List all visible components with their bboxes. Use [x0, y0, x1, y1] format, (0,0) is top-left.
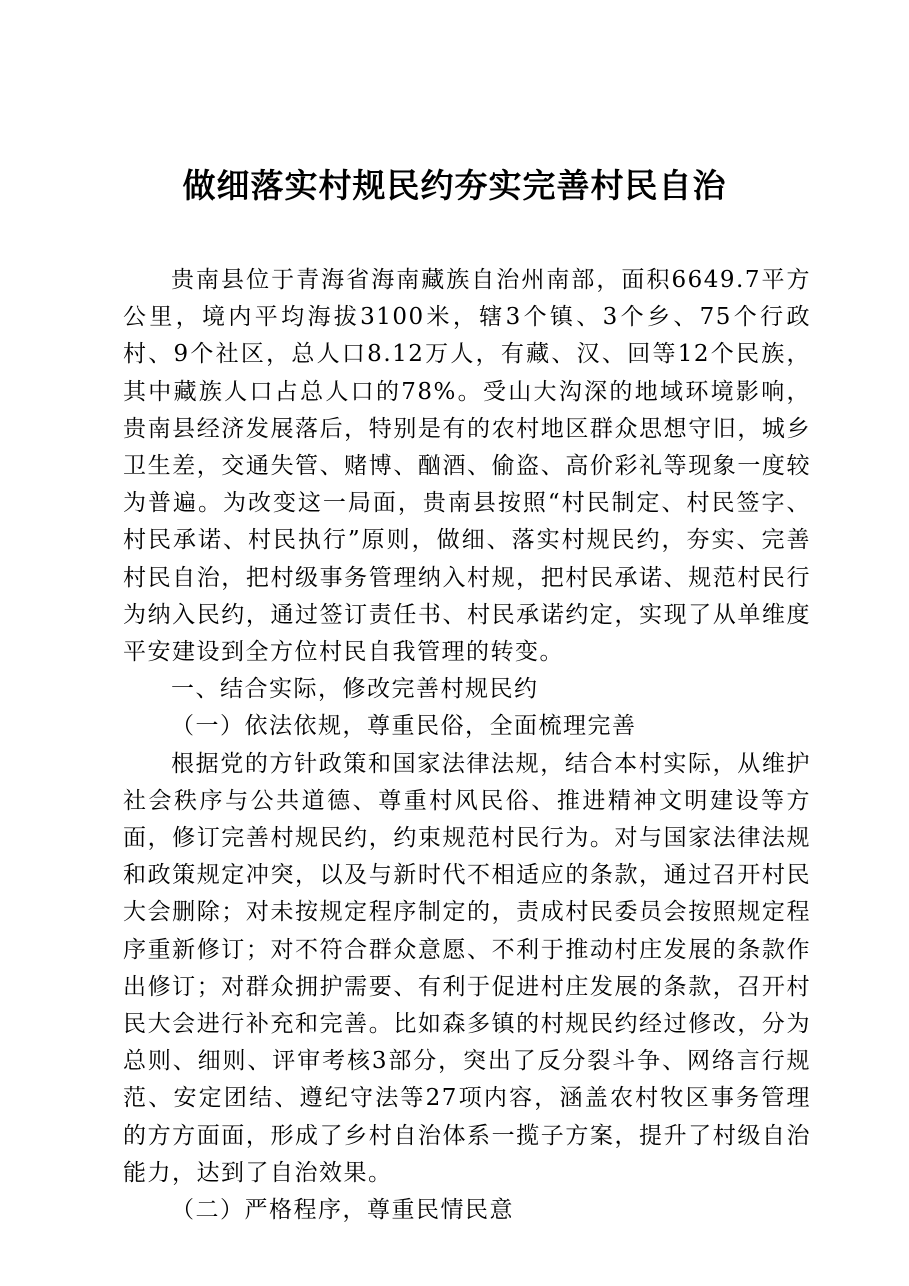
section-heading-1: 一、结合实际，修改完善村规民约 — [171, 676, 539, 703]
document-body — [123, 262, 811, 1229]
document-title: 做细落实村规民约夯实完善村民自治 — [182, 166, 727, 205]
body-paragraph-2: 根据党的方针政策和国家法律法规，结合本村实际，从维护社会秩序与公共道德、尊重村风民俗、推进精神文明建设等方面，修订完善村规民约，约束规范村民行为。对与国家法律法规和政策规定冲突，以及与新时代不相适应的条款，通过召开村民大会删除；对未按规定程序制定的，责成村民委员会按照规定程序重新修订；对不符合群众意愿、不利于推动村庄发展的条款作出修订；对群众拥护需要、有利于促进村庄发展的条款，召开村民大会进行补充和完善。比如森多镇的村规民约经过修改，分为总则、细则、评审考核3部分，突出了反分裂斗争、网络言行规范、安定团结、遵纪守法等27项内容，涵盖农村牧区事务管理的方方面面，形成了乡村自治体系一揽子方案，提升了村级自治能力，达到了自治效果。 — [123, 750, 811, 1186]
subsection-heading-1: （一）依法依规，尊重民俗，全面梳理完善 — [171, 713, 637, 740]
intro-paragraph: 贵南县位于青海省海南藏族自治州南部，面积6649.7平方公里，境内平均海拔3100米，辖3个镇、3个乡、75个行政村、9个社区，总人口8.12万人，有藏、汉、回等12个民族，其中藏族人口占总人口的78%。受山大沟深的地域环境影响，贵南县经济发展落后，特别是有的农村地区群众思想守旧，城乡卫生差，交通失管、赌博、酗酒、偷盗、高价彩礼等现象一度较为普遍。为改变这一局面，贵南县按照“村民制定、村民签字、村民承诺、村民执行”原则，做细、落实村规民约，夯实、完善村民自治，把村级事务管理纳入村规，把村民承诺、规范村民行为纳入民约，通过签订责任书、村民承诺约定，实现了从单维度平安建设到全方位村民自我管理的转变。 — [123, 267, 811, 666]
subsection-heading-2: （二）严格程序，尊重民情民意 — [171, 1197, 514, 1224]
